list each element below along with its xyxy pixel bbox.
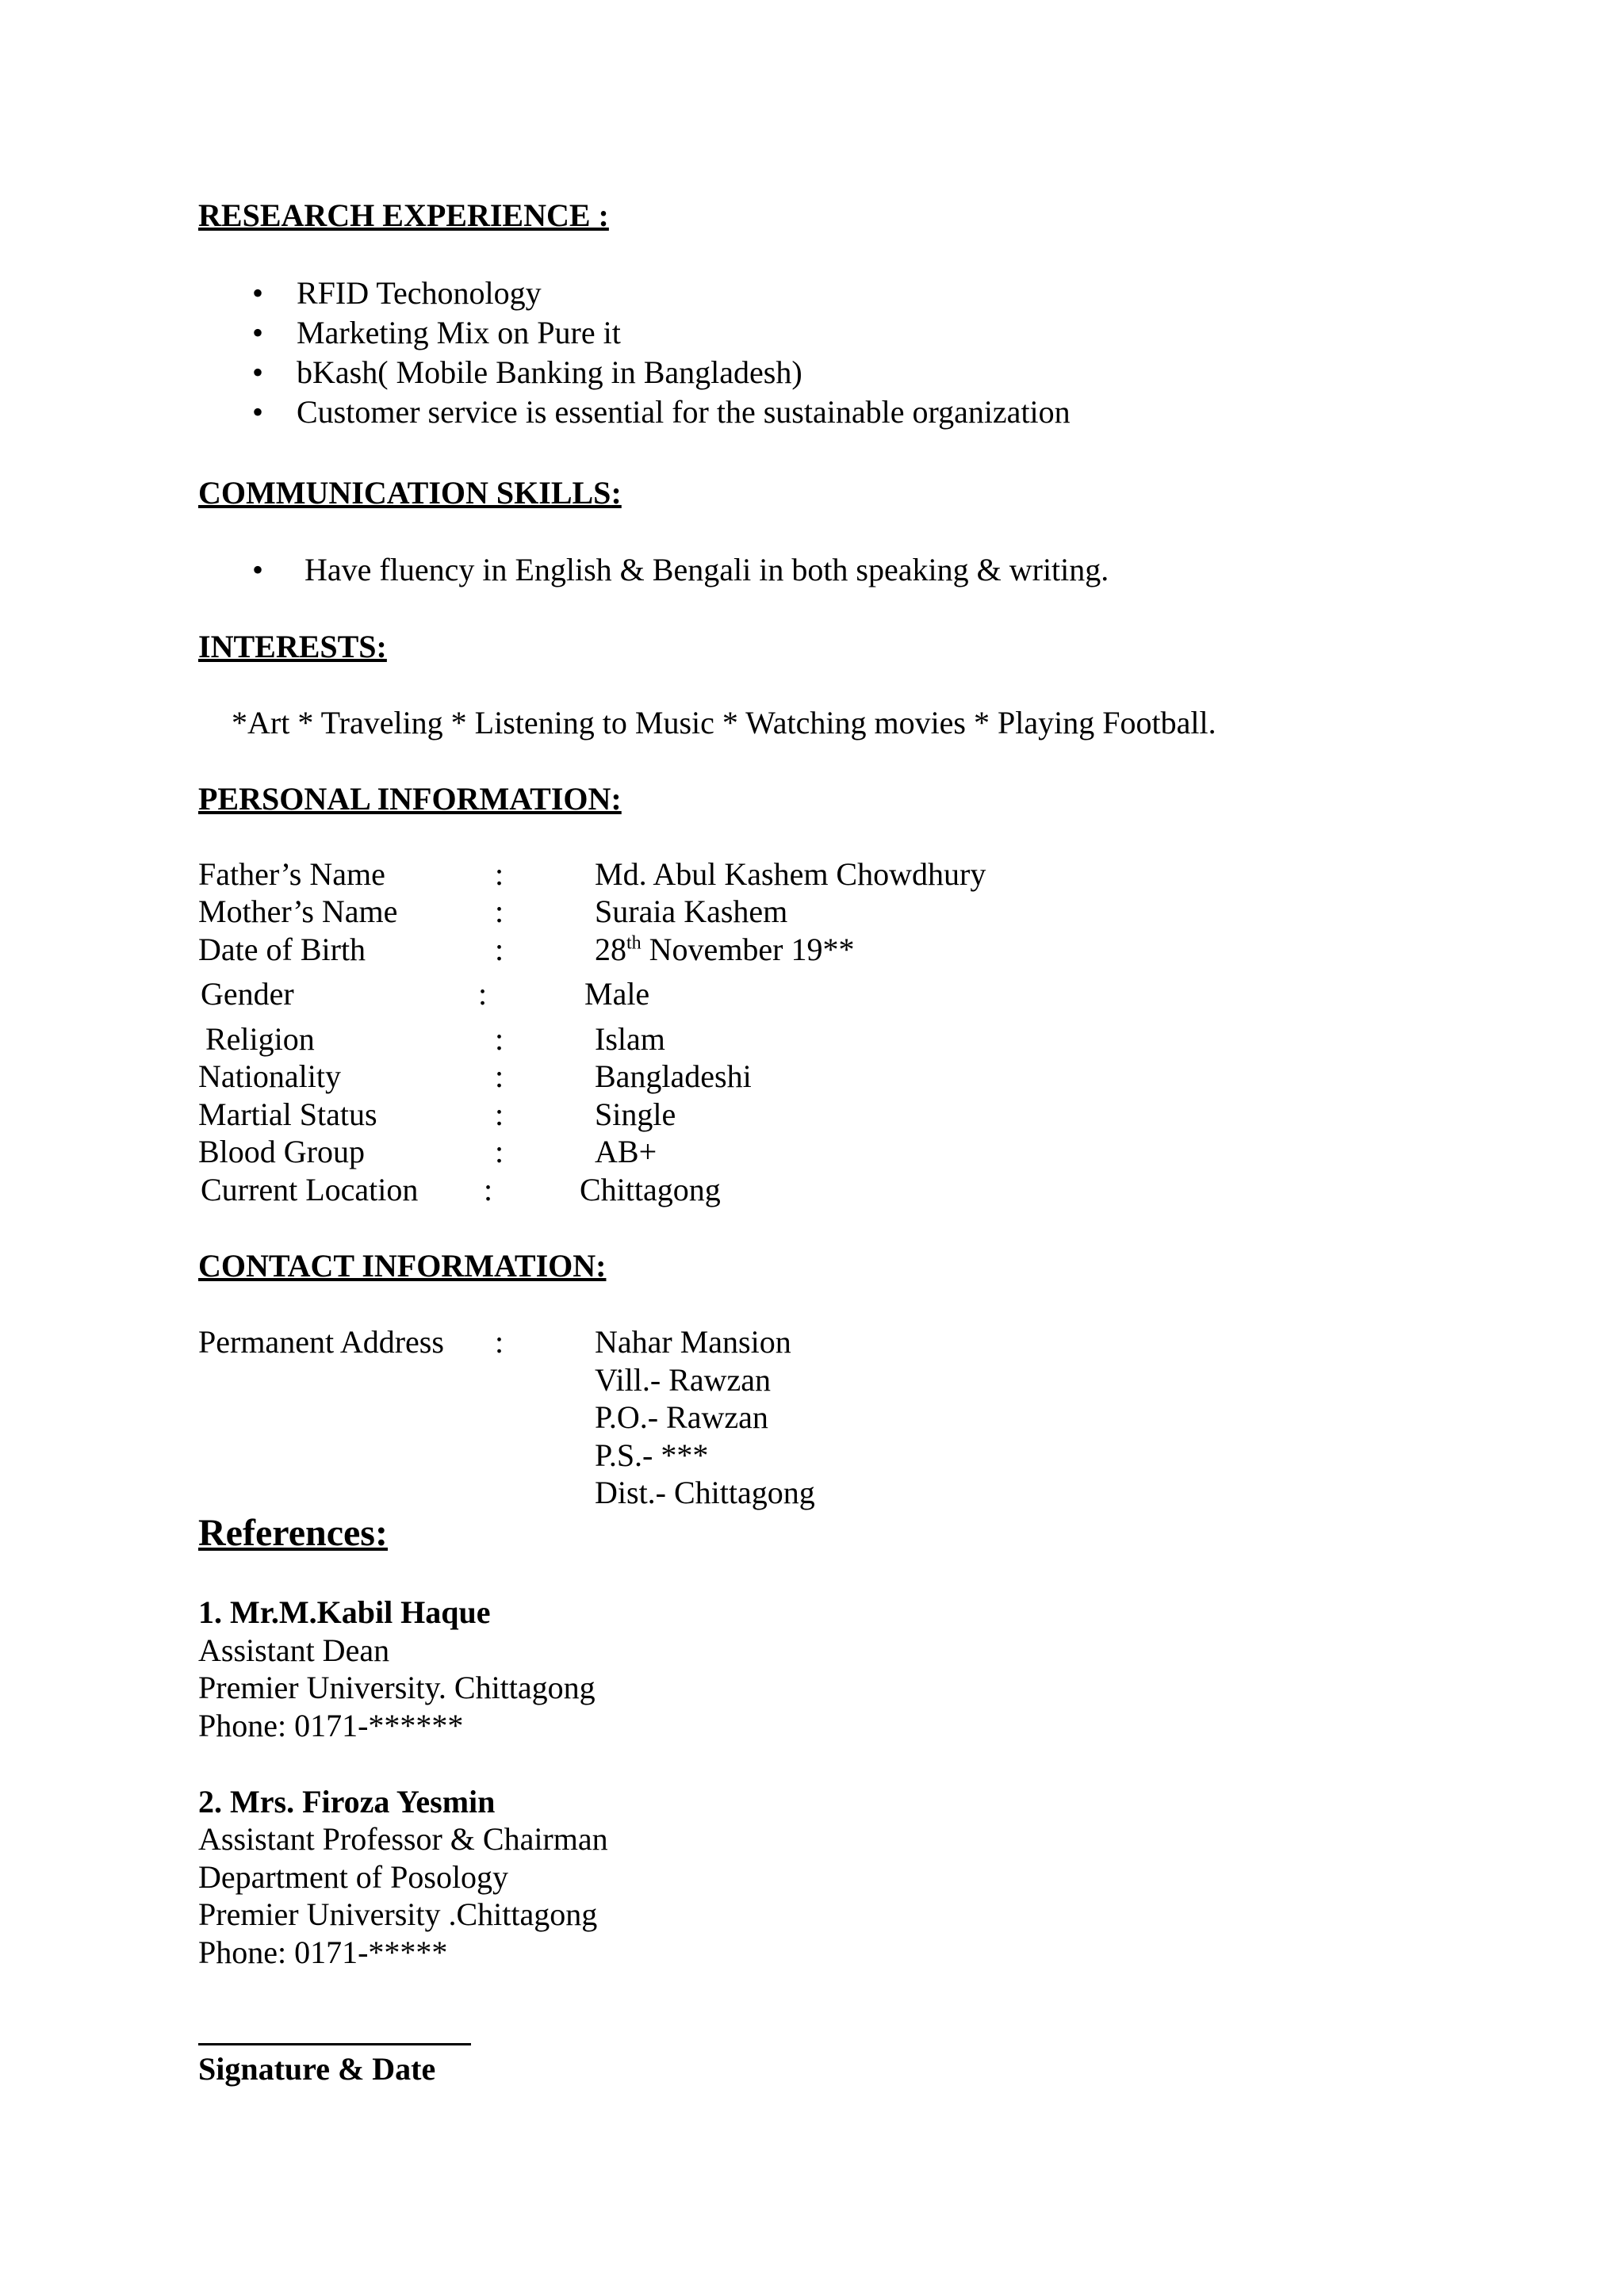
- info-label: Blood Group: [198, 1134, 365, 1169]
- info-value: Islam: [595, 1021, 665, 1057]
- reference-name: 1. Mr.M.Kabil Haque: [198, 1594, 491, 1630]
- signature-line: [198, 2043, 471, 2045]
- info-value: Single: [595, 1096, 676, 1132]
- heading-colon: :: [611, 475, 622, 511]
- info-label: Mother’s Name: [198, 894, 398, 929]
- info-separator: :: [495, 1021, 504, 1057]
- info-value: Bangladeshi: [595, 1058, 752, 1094]
- info-value: AB+: [595, 1134, 657, 1169]
- reference-line: Assistant Professor & Chairman: [198, 1821, 608, 1857]
- list-item: • Have fluency in English & Bengali in both speaking & writing.: [198, 550, 1109, 590]
- info-separator: :: [495, 856, 504, 892]
- research-list: [198, 274, 1071, 432]
- address-line: Vill.- Rawzan: [595, 1362, 771, 1398]
- birth-day: 28: [595, 932, 626, 967]
- info-label: Martial Status: [198, 1096, 377, 1132]
- communication-heading: [198, 474, 622, 512]
- info-label: Current Location: [201, 1172, 419, 1207]
- info-separator: :: [495, 1096, 504, 1132]
- references-heading: References:: [198, 1512, 388, 1554]
- research-heading: RESEARCH EXPERIENCE :: [198, 197, 609, 233]
- contact-heading: CONTACT INFORMATION:: [198, 1248, 607, 1284]
- signature-label: Signature & Date: [198, 2051, 436, 2087]
- list-item: • Customer service is essential for the sustainable organization: [198, 392, 1071, 432]
- communication-list: [198, 550, 1109, 590]
- info-label: Gender: [201, 976, 294, 1012]
- reference-line: Phone: 0171-******: [198, 1708, 464, 1743]
- birth-month-year: November 19**: [641, 932, 855, 967]
- info-value: Md. Abul Kashem Chowdhury: [595, 856, 986, 892]
- info-separator: :: [495, 932, 504, 967]
- info-value: [595, 931, 855, 969]
- ordinal-suffix: th: [626, 932, 642, 954]
- address-line: Dist.- Chittagong: [595, 1475, 815, 1510]
- info-separator: :: [495, 1324, 504, 1360]
- reference-line: Premier University. Chittagong: [198, 1670, 596, 1705]
- reference-line: Premier University .Chittagong: [198, 1896, 598, 1932]
- info-value: Male: [584, 976, 650, 1012]
- info-separator: :: [495, 1058, 504, 1094]
- info-separator: :: [495, 1134, 504, 1169]
- info-separator: :: [495, 894, 504, 929]
- info-value: Suraia Kashem: [595, 894, 788, 929]
- info-label: Nationality: [198, 1058, 341, 1094]
- address-label: Permanent Address: [198, 1324, 444, 1360]
- info-label: Father’s Name: [198, 856, 385, 892]
- reference-line: Phone: 0171-*****: [198, 1934, 448, 1970]
- reference-name: 2. Mrs. Firoza Yesmin: [198, 1784, 496, 1820]
- info-label: Religion: [205, 1021, 315, 1057]
- address-line: P.S.- ***: [595, 1437, 709, 1473]
- personal-heading: PERSONAL INFORMATION:: [198, 781, 622, 817]
- address-line: P.O.- Rawzan: [595, 1399, 768, 1435]
- reference-line: Assistant Dean: [198, 1632, 390, 1668]
- interests-text: *Art * Traveling * Listening to Music * Watching movies * Playing Football.: [232, 705, 1216, 740]
- list-item: • RFID Techonology: [198, 274, 1071, 313]
- info-separator: :: [478, 976, 488, 1012]
- info-label: Date of Birth: [198, 932, 366, 967]
- info-value: Chittagong: [580, 1172, 721, 1207]
- list-item: • bKash( Mobile Banking in Bangladesh): [198, 353, 1071, 392]
- interests-heading: INTERESTS:: [198, 629, 387, 664]
- list-item: • Marketing Mix on Pure it: [198, 313, 1071, 353]
- info-separator: :: [484, 1172, 493, 1207]
- communication-heading-text: COMMUNICATION SKILLS: [198, 475, 611, 511]
- address-line: Nahar Mansion: [595, 1324, 791, 1360]
- reference-line: Department of Posology: [198, 1859, 509, 1895]
